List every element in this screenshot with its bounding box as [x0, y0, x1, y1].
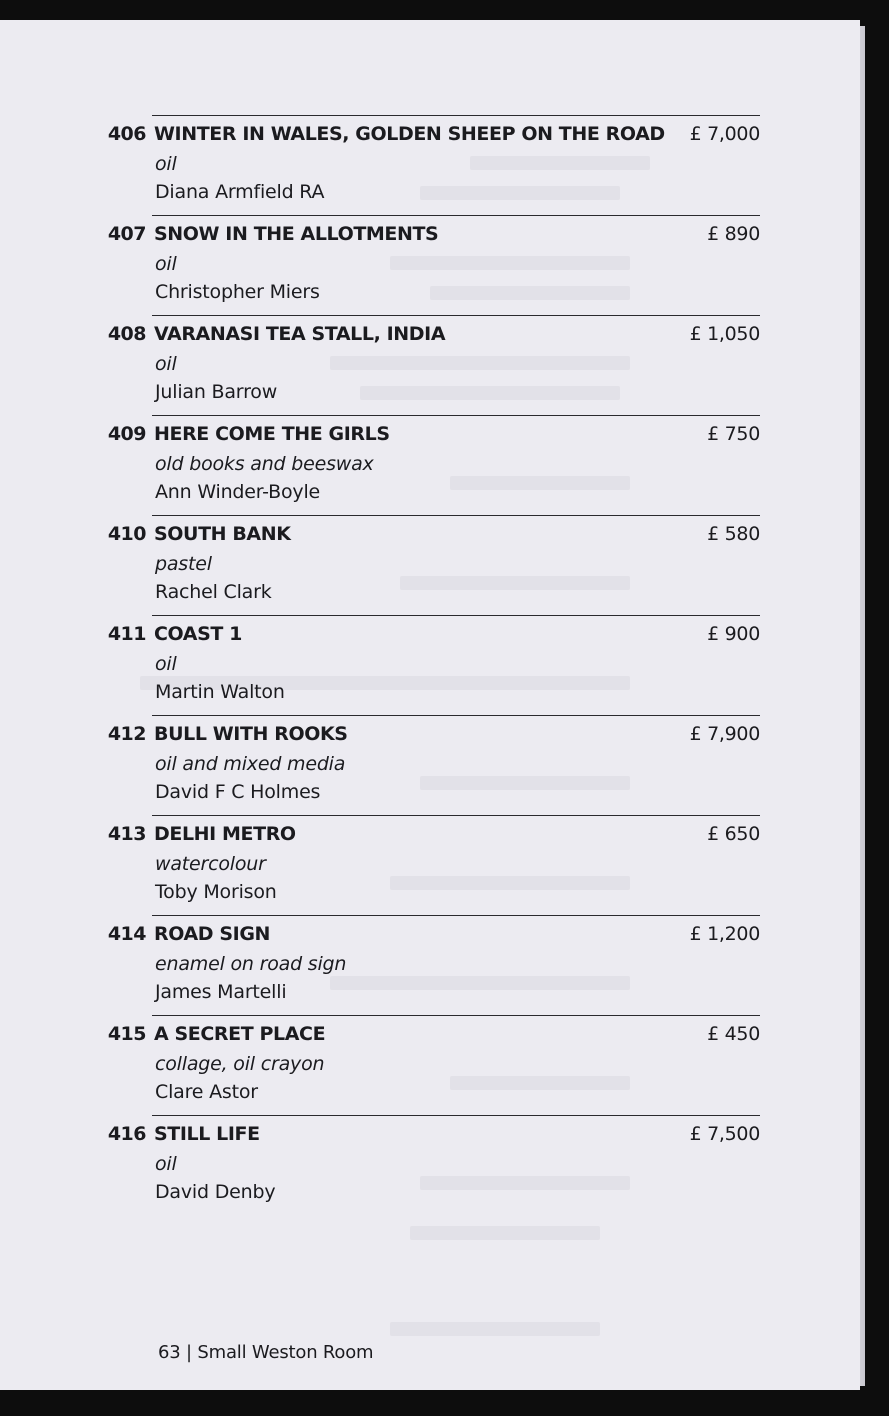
- entry-artist: Martin Walton: [155, 681, 285, 703]
- entry-number: 412: [107, 723, 146, 745]
- entry-divider: [152, 1115, 760, 1116]
- entry-artist: Rachel Clark: [155, 581, 272, 603]
- entry-number: 416: [107, 1123, 146, 1145]
- entry-price: £ 890: [707, 223, 760, 245]
- entry-title: DELHI METRO: [154, 823, 296, 845]
- entry-medium: enamel on road sign: [155, 953, 347, 975]
- catalogue-entry: [100, 515, 760, 615]
- entry-number: 409: [107, 423, 146, 445]
- entry-price: £ 750: [707, 423, 760, 445]
- entry-title: HERE COME THE GIRLS: [154, 423, 390, 445]
- entry-number: 407: [107, 223, 146, 245]
- entry-medium: oil: [155, 353, 177, 375]
- entry-price: £ 1,050: [689, 323, 760, 345]
- catalogue-entry: [100, 915, 760, 1015]
- entry-artist: Julian Barrow: [155, 381, 278, 403]
- entry-medium: watercolour: [155, 853, 266, 875]
- entry-title: SOUTH BANK: [154, 523, 291, 545]
- entry-divider: [152, 615, 760, 616]
- catalogue-entry: [100, 715, 760, 815]
- catalogue-entry: [100, 815, 760, 915]
- catalogue-entry: [100, 115, 760, 215]
- catalogue-entry: [100, 615, 760, 715]
- entry-medium: old books and beeswax: [155, 453, 374, 475]
- entry-price: £ 450: [707, 1023, 760, 1045]
- entry-divider: [152, 915, 760, 916]
- entry-artist: Christopher Miers: [155, 281, 320, 303]
- catalogue-page: [0, 20, 860, 1390]
- entry-divider: [152, 315, 760, 316]
- entry-divider: [152, 815, 760, 816]
- entry-title: COAST 1: [154, 623, 242, 645]
- entry-title: ROAD SIGN: [154, 923, 271, 945]
- entry-number: 406: [107, 123, 146, 145]
- entry-number: 414: [107, 923, 146, 945]
- entry-price: £ 7,000: [689, 123, 760, 145]
- entry-artist: James Martelli: [155, 981, 287, 1003]
- entry-divider: [152, 515, 760, 516]
- entry-medium: oil: [155, 153, 177, 175]
- catalogue-entry: [100, 1015, 760, 1115]
- entry-number: 408: [107, 323, 146, 345]
- entry-number: 410: [107, 523, 146, 545]
- entry-price: £ 900: [707, 623, 760, 645]
- entry-title: VARANASI TEA STALL, INDIA: [154, 323, 446, 345]
- entry-title: WINTER IN WALES, GOLDEN SHEEP ON THE ROAD: [154, 123, 665, 145]
- entry-price: £ 7,900: [689, 723, 760, 745]
- entry-artist: Toby Morison: [155, 881, 277, 903]
- entry-divider: [152, 715, 760, 716]
- entry-price: £ 7,500: [689, 1123, 760, 1145]
- entry-number: 413: [107, 823, 146, 845]
- entry-artist: David Denby: [155, 1181, 276, 1203]
- entry-divider: [152, 415, 760, 416]
- entry-medium: oil and mixed media: [155, 753, 346, 775]
- entry-number: 415: [107, 1023, 146, 1045]
- catalogue-entry: [100, 1115, 760, 1215]
- entry-medium: pastel: [155, 553, 212, 575]
- entry-artist: Ann Winder-Boyle: [155, 481, 321, 503]
- entry-title: SNOW IN THE ALLOTMENTS: [154, 223, 439, 245]
- entry-artist: David F C Holmes: [155, 781, 321, 803]
- entry-artist: Clare Astor: [155, 1081, 258, 1103]
- page-footer: 63 | Small Weston Room: [158, 1342, 374, 1363]
- catalogue-entry: [100, 415, 760, 515]
- entry-artist: Diana Armfield RA: [155, 181, 325, 203]
- entry-medium: oil: [155, 253, 177, 275]
- entry-medium: oil: [155, 653, 177, 675]
- catalogue-entry: [100, 215, 760, 315]
- entry-title: A SECRET PLACE: [154, 1023, 326, 1045]
- entry-title: STILL LIFE: [154, 1123, 260, 1145]
- entry-medium: oil: [155, 1153, 177, 1175]
- entry-title: BULL WITH ROOKS: [154, 723, 348, 745]
- entry-price: £ 650: [707, 823, 760, 845]
- entry-number: 411: [107, 623, 146, 645]
- entry-divider: [152, 215, 760, 216]
- entry-price: £ 580: [707, 523, 760, 545]
- entry-price: £ 1,200: [689, 923, 760, 945]
- catalogue-entry: [100, 315, 760, 415]
- entry-medium: collage, oil crayon: [155, 1053, 325, 1075]
- entry-divider: [152, 115, 760, 116]
- entry-divider: [152, 1015, 760, 1016]
